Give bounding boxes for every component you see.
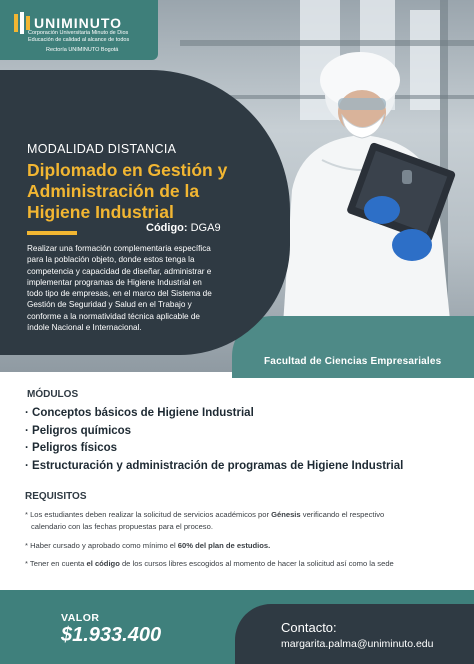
list-item: · Peligros químicos	[25, 424, 132, 437]
requisito-1-line-2: calendario con las fechas propuestas para el proceso.	[31, 521, 213, 531]
contact-panel	[235, 604, 474, 664]
requisito-1	[25, 509, 455, 532]
program-description: Realizar una formación complementaria específica para la población objeto, donde estos tenga la competencia y capacidad de diseñar, administrar e implementar programas de Higiene Industrial en todo tipo de empresas, en el marco del Sistema de Gestión de Seguridad y Salud en el Trabajo y conforme a la normatividad técnica aplicable de índole Nacional e Internacional.	[27, 244, 212, 333]
requisitos-heading: REQUISITOS	[25, 491, 87, 502]
program-title: Diplomado en Gestión y Administración de la Higiene Industrial	[27, 160, 228, 222]
program-code	[146, 222, 221, 234]
requisito-1-bold: Génesis	[271, 510, 301, 519]
requisito-3-bold: el código	[86, 559, 120, 568]
requisito-1-text-end: verificando el respectivo	[300, 510, 385, 519]
requisito-3-text: * Tener en cuenta	[25, 559, 87, 568]
facultad-label: Facultad de Ciencias Empresariales	[264, 356, 442, 367]
requisito-3	[25, 558, 455, 570]
facultad-banner	[232, 316, 474, 378]
code-value: DGA9	[190, 222, 221, 234]
requisito-1-text: * Los estudiantes deben realizar la solicitud de servicios académicos por	[25, 510, 272, 519]
list-item: · Estructuración y administración de programas de Higiene Industrial	[25, 459, 404, 472]
modulos-heading: MÓDULOS	[27, 389, 79, 400]
title-underline	[27, 231, 77, 235]
list-item: · Conceptos básicos de Higiene Industrial	[25, 407, 254, 419]
valor-amount: $1.933.400	[61, 624, 162, 646]
requisito-3-text-end: de los cursos libres escogidos al momento de hacer la solicitud así como la sede	[119, 559, 394, 568]
modalidad-label: MODALIDAD DISTANCIA	[27, 142, 177, 156]
logo-line-2: Educación de calidad al alcance de todos	[28, 37, 130, 43]
logo-box	[0, 0, 158, 60]
worker-illustration	[262, 40, 462, 340]
requisito-2-bold: 60% del plan de estudios.	[177, 541, 271, 550]
valor-label: VALOR	[61, 612, 100, 624]
contact-email-link[interactable]: margarita.palma@uniminuto.edu	[281, 638, 434, 650]
code-label: Código:	[146, 222, 188, 234]
logo-line-3: Rectoría UNIMINUTO Bogotá	[46, 47, 119, 53]
list-item: · Peligros físicos	[25, 442, 118, 454]
modulos-list	[25, 405, 403, 475]
logo-title: UNIMINUTO	[34, 15, 123, 31]
contact-label: Contacto:	[281, 620, 337, 635]
logo-line-1: Corporación Universitaria Minuto de Dios	[28, 30, 129, 36]
requisito-2	[25, 540, 455, 552]
requisito-2-text: * Haber cursado y aprobado como mínimo el	[25, 541, 178, 550]
